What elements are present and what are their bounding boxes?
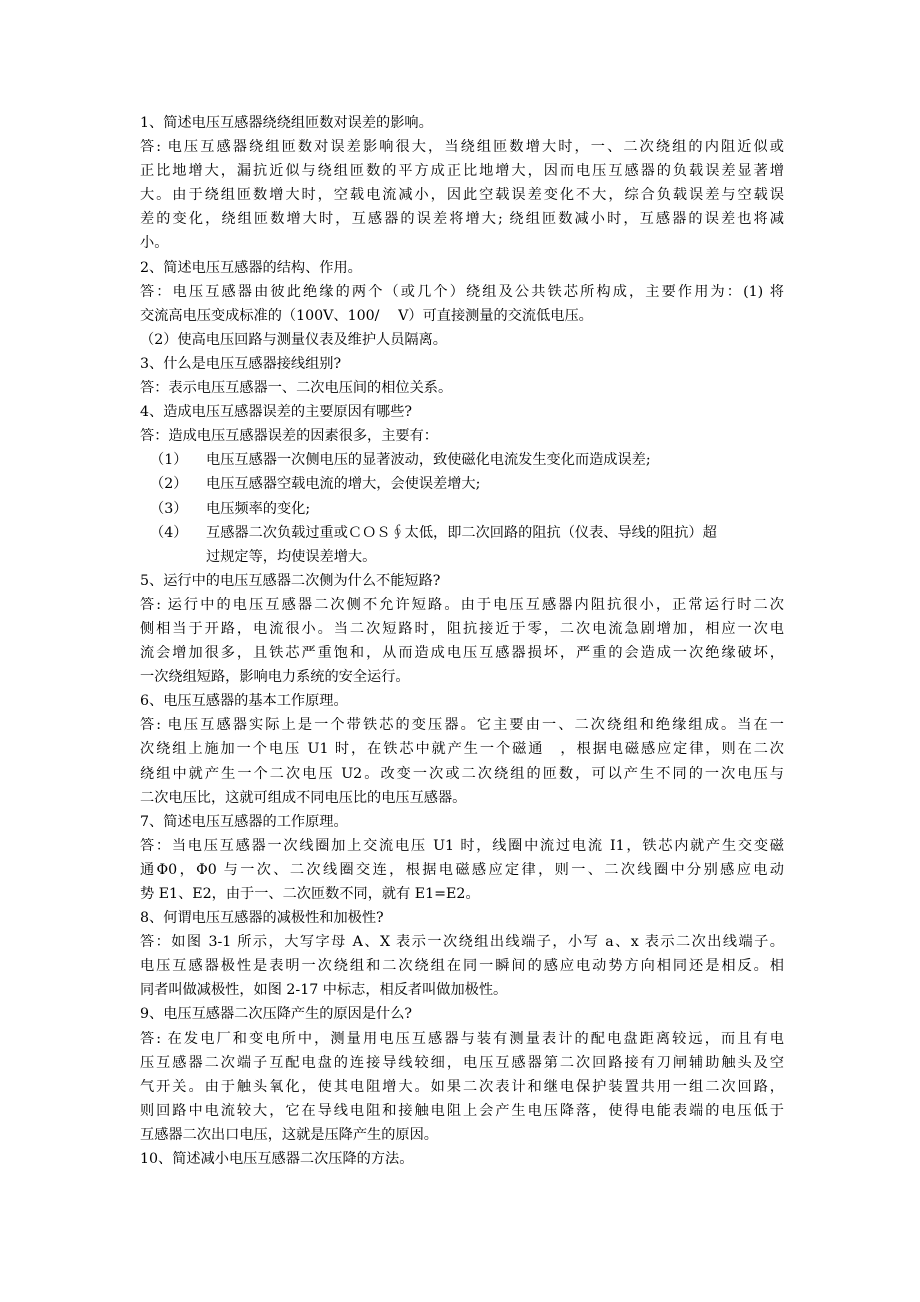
answer-line: 答: 电压互感器绕组匝数对误差影响很大，当绕组匝数增大时，一、二次绕组的内阻近似或 (140, 139, 784, 156)
question-5: 5、运行中的电压互感器二次侧为什么不能短路? (140, 572, 441, 589)
answer-line: 同者叫做减极性，如图 2-17 中标志，相反者叫做加极性。 (140, 982, 508, 999)
answer-line: 答：电压互感器由彼此绝缘的两个（或几个）绕组及公共铁芯所构成，主要作用为：(1) 将 (140, 283, 784, 300)
list-item (140, 448, 784, 472)
answer-line: 互感器二次出口电压，这就是压降产生的原因。 (140, 1126, 438, 1143)
answer-line: 绕组中就产生一个二次电压 U2。改变一次或二次绕组的匝数，可以产生不同的一次电压与 (140, 765, 784, 782)
answer-line: 电压互感器极性是表明一次绕组和二次绕组在同一瞬间的感应电动势方向相同还是相反。相 (140, 958, 784, 975)
question-4: 4、造成电压互感器误差的主要原因有哪些? (140, 404, 413, 421)
list-item-number: （2） (150, 476, 188, 493)
answer-line: 答：当电压互感器一次线圈加上交流电压 U1 时，线圈中流过电流 I1，铁芯内就产生交变磁 (140, 837, 784, 854)
answer-line: 气开关。由于触头氧化，使其电阻增大。如果二次表计和继电保护装置共用一组二次回路， (140, 1078, 784, 1095)
list-item-text: 电压互感器空载电流的增大，会使误差增大; (206, 476, 481, 493)
answer-line: 答: 运行中的电压互感器二次侧不允许短路。由于电压互感器内阻抗很小，正常运行时二次 (140, 596, 784, 613)
answer-line: 答：造成电压互感器误差的因素很多，主要有： (140, 428, 438, 445)
answer-line: 一次绕组短路，影响电力系统的安全运行。 (140, 669, 410, 686)
answer-line: 侧相当于开路，电流很小。当二次短路时，阻抗接近于零，二次电流急剧增加，相应一次电 (140, 620, 784, 637)
answer-line: 交流高电压变成标准的（100V、100/ V）可直接测量的交流低电压。 (140, 307, 593, 324)
answer-line: 正比地增大，漏抗近似与绕组匝数的平方成正比地增大，因而电压互感器的负载误差显著增 (140, 163, 784, 180)
question-9: 9、电压互感器二次压降产生的原因是什么? (140, 1006, 413, 1023)
list-item (140, 497, 784, 521)
question-3: 3、什么是电压互感器接线组别? (140, 355, 342, 372)
answer-line: 流会增加很多，且铁芯严重饱和，从而造成电压互感器损坏，严重的会造成一次绝缘破坏， (140, 645, 784, 662)
question-6: 6、电压互感器的基本工作原理。 (140, 693, 348, 710)
question-1: 1、简述电压互感器绕绕组匝数对误差的影响。 (140, 115, 433, 131)
list-item (140, 472, 784, 496)
question-8: 8、何谓电压互感器的减极性和加极性? (140, 910, 384, 927)
answer-line: 差的变化，绕组匝数增大时，互感器的误差将增大; 绕组匝数减小时，互感器的误差也将减 (140, 211, 784, 228)
list-item (140, 521, 784, 545)
list-item-number: （4） (150, 524, 188, 541)
answer-line: 小。 (140, 235, 169, 252)
answer-line: 答: 电压互感器实际上是一个带铁芯的变压器。它主要由一、二次绕组和绝缘组成。当在一 (140, 717, 784, 734)
answer-line: 答：如图 3-1 所示，大写字母 A、X 表示一次绕组出线端子，小写 a、x 表示二次出线端子。 (140, 934, 784, 951)
answer-line: （2）使高电压回路与测量仪表及维护人员隔离。 (140, 331, 447, 348)
question-2: 2、简述电压互感器的结构、作用。 (140, 259, 362, 276)
answer-line: 答: 在发电厂和变电所中，测量用电压互感器与装有测量表计的配电盘距离较远，而且有电 (140, 1030, 784, 1047)
answer-line: 通Φ0，Φ0 与一次、二次线圈交连，根据电磁感应定律，则一、二次线圈中分别感应电动 (140, 861, 784, 878)
answer-line: 大。由于绕组匝数增大时，空载电流减小，因此空载误差变化不大，综合负载误差与空载误 (140, 187, 784, 204)
question-10: 10、简述减小电压互感器二次压降的方法。 (140, 1151, 414, 1168)
question-7: 7、简述电压互感器的工作原理。 (140, 813, 348, 830)
document-body (140, 111, 784, 1171)
list-item-text: 互感器二次负载过重或ＣＯＳ∮太低，即二次回路的阻抗（仪表、导线的阻抗）超 (206, 524, 717, 541)
answer-line: 次绕组上施加一个电压 U1 时，在铁芯中就产生一个磁通 ，根据电磁感应定律，则在二次 (140, 741, 784, 758)
answer-line: 二次电压比，这就可组成不同电压比的电压互感器。 (140, 789, 467, 806)
list-item-text: 电压互感器一次侧电压的显著波动，致使磁化电流发生变化而造成误差; (206, 452, 651, 469)
list-item-number: （1） (150, 452, 188, 469)
answer-line: 势 E1、E2，由于一、二次匝数不同，就有 E1=E2。 (140, 886, 480, 902)
list-item-continuation: 过规定等，均使误差增大。 (206, 548, 377, 565)
answer-line: 压互感器二次端子互配电盘的连接导线较细，电压互感器第二次回路接有刀闸辅助触头及空 (140, 1054, 784, 1071)
answer-line: 答：表示电压互感器一、二次电压间的相位关系。 (140, 380, 453, 397)
list-item-number: （3） (150, 500, 188, 517)
list-item-text: 电压频率的变化; (206, 500, 311, 517)
answer-line: 则回路中电流较大，它在导线电阻和接触电阻上会产生电压降落，使得电能表端的电压低于 (140, 1102, 784, 1119)
